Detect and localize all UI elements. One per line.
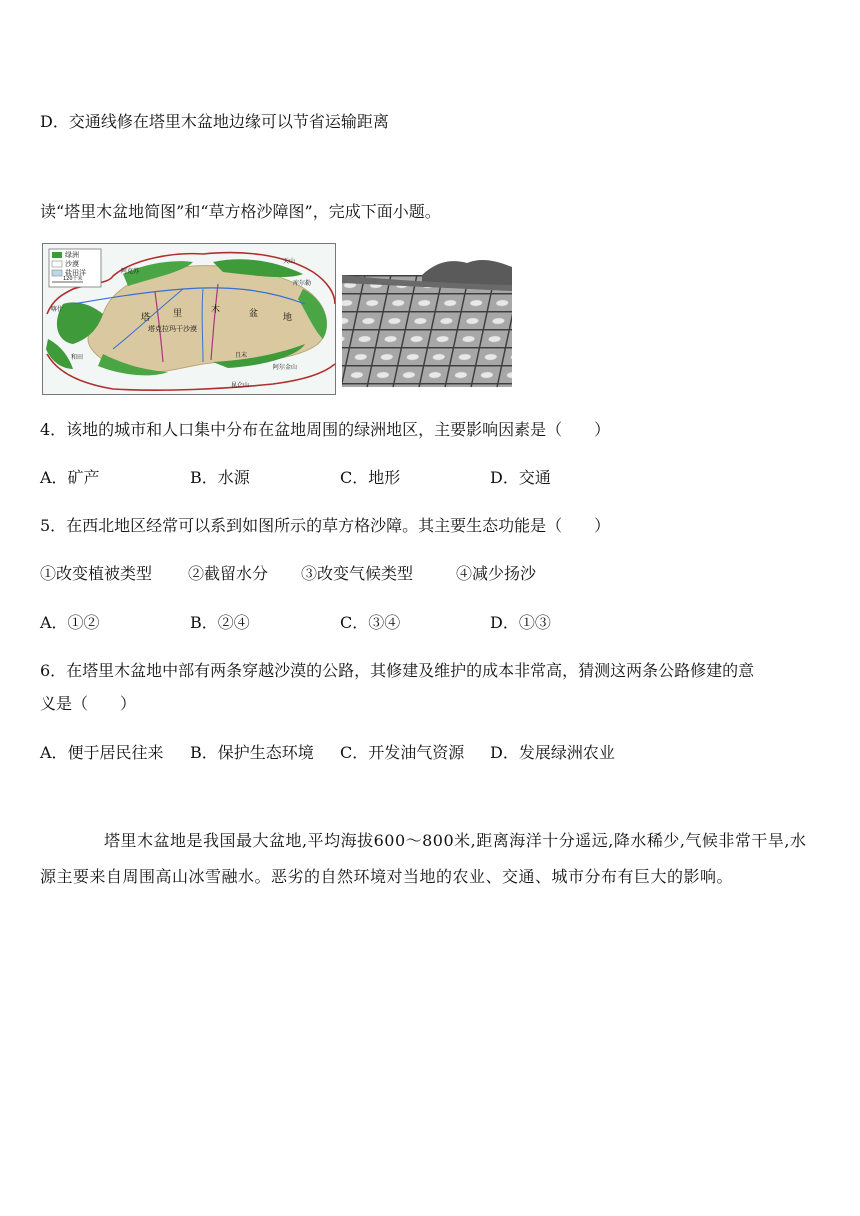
map-label-altun: 阿尔金山 (273, 364, 298, 371)
q5-text: 5．在西北地区经常可以系到如图所示的草方格沙障。其主要生态功能是（ ） (40, 516, 611, 535)
q4-option-c[interactable]: C．地形 (340, 468, 401, 487)
q5-statement-1: ①改变植被类型 (40, 564, 153, 583)
legend-desert: 沙漠 (65, 260, 79, 268)
q5-statements (40, 563, 536, 585)
q5-statement-4: ④减少扬沙 (456, 564, 537, 583)
q4-option-a[interactable]: A．矿产 (40, 468, 100, 487)
map-label-kashi: 喀什 (51, 306, 64, 313)
q5-option-a[interactable]: A．①② (40, 613, 100, 632)
q6-option-a[interactable]: A．便于居民往来 (40, 743, 164, 762)
map-label-qiemo: 且末 (235, 352, 248, 359)
map-label-mu: 木 (211, 305, 221, 315)
q4-options (40, 467, 551, 489)
option-d-prev: D．交通线修在塔里木盆地边缘可以节省运输距离 (40, 112, 389, 131)
map-label-korla: 库尔勒 (293, 280, 312, 287)
map-label-ta: 塔 (141, 313, 151, 323)
map-label-di: 地 (283, 313, 293, 323)
passage: 塔里木盆地是我国最大盆地,平均海拔600～800米,距离海洋十分遥远,降水稀少,气候非常干旱,水源主要来自周围高山冰雪融水。恶劣的自然环境对当地的农业、交通、城市分布有巨大的影响。 (40, 831, 807, 886)
q5-options (40, 612, 551, 634)
q5-option-c[interactable]: C．③④ (340, 613, 401, 632)
figures (42, 243, 512, 395)
tarim-basin-map (42, 243, 336, 395)
map-label-kunlun: 昆仑山 (231, 382, 250, 389)
q5-statement-3: ③改变气候类型 (301, 564, 414, 583)
map-label-hotan: 和田 (71, 354, 84, 361)
q6-text-line2: 义是（ ） (40, 694, 137, 713)
legend-oasis: 绿洲 (65, 251, 79, 259)
map-label-pen: 盆 (249, 309, 259, 319)
q4-option-d[interactable]: D．交通 (490, 468, 551, 487)
map-label-li: 里 (173, 309, 183, 319)
grass-checkerboard-photo (342, 257, 512, 387)
map-label-aksu: 阿克苏 (121, 268, 140, 275)
intro-instruction: 读“塔里木盆地简图”和“草方格沙障图”，完成下面小题。 (40, 202, 441, 221)
q5-option-d[interactable]: D．①③ (490, 613, 551, 632)
q4-option-b[interactable]: B．水源 (190, 468, 250, 487)
q6-option-d[interactable]: D．发展绿洲农业 (490, 743, 615, 762)
map-scale: 120千米 (63, 276, 83, 282)
q4-text: 4．该地的城市和人口集中分布在盆地周围的绿洲地区，主要影响因素是（ ） (40, 420, 611, 439)
legend-salt: 盐田洋 (65, 269, 86, 277)
q5-option-b[interactable]: B．②④ (190, 613, 250, 632)
q6-option-c[interactable]: C．开发油气资源 (340, 743, 465, 762)
q6-options (40, 742, 615, 764)
q6-option-b[interactable]: B．保护生态环境 (190, 743, 314, 762)
map-label-tianshan: 天山 (283, 258, 296, 265)
map-label-desert: 塔克拉玛干沙漠 (148, 325, 197, 333)
q5-statement-2: ②截留水分 (188, 564, 269, 583)
q6-text-line1: 6．在塔里木盆地中部有两条穿越沙漠的公路，其修建及维护的成本非常高，猜测这两条公路修建的意 (40, 661, 755, 680)
